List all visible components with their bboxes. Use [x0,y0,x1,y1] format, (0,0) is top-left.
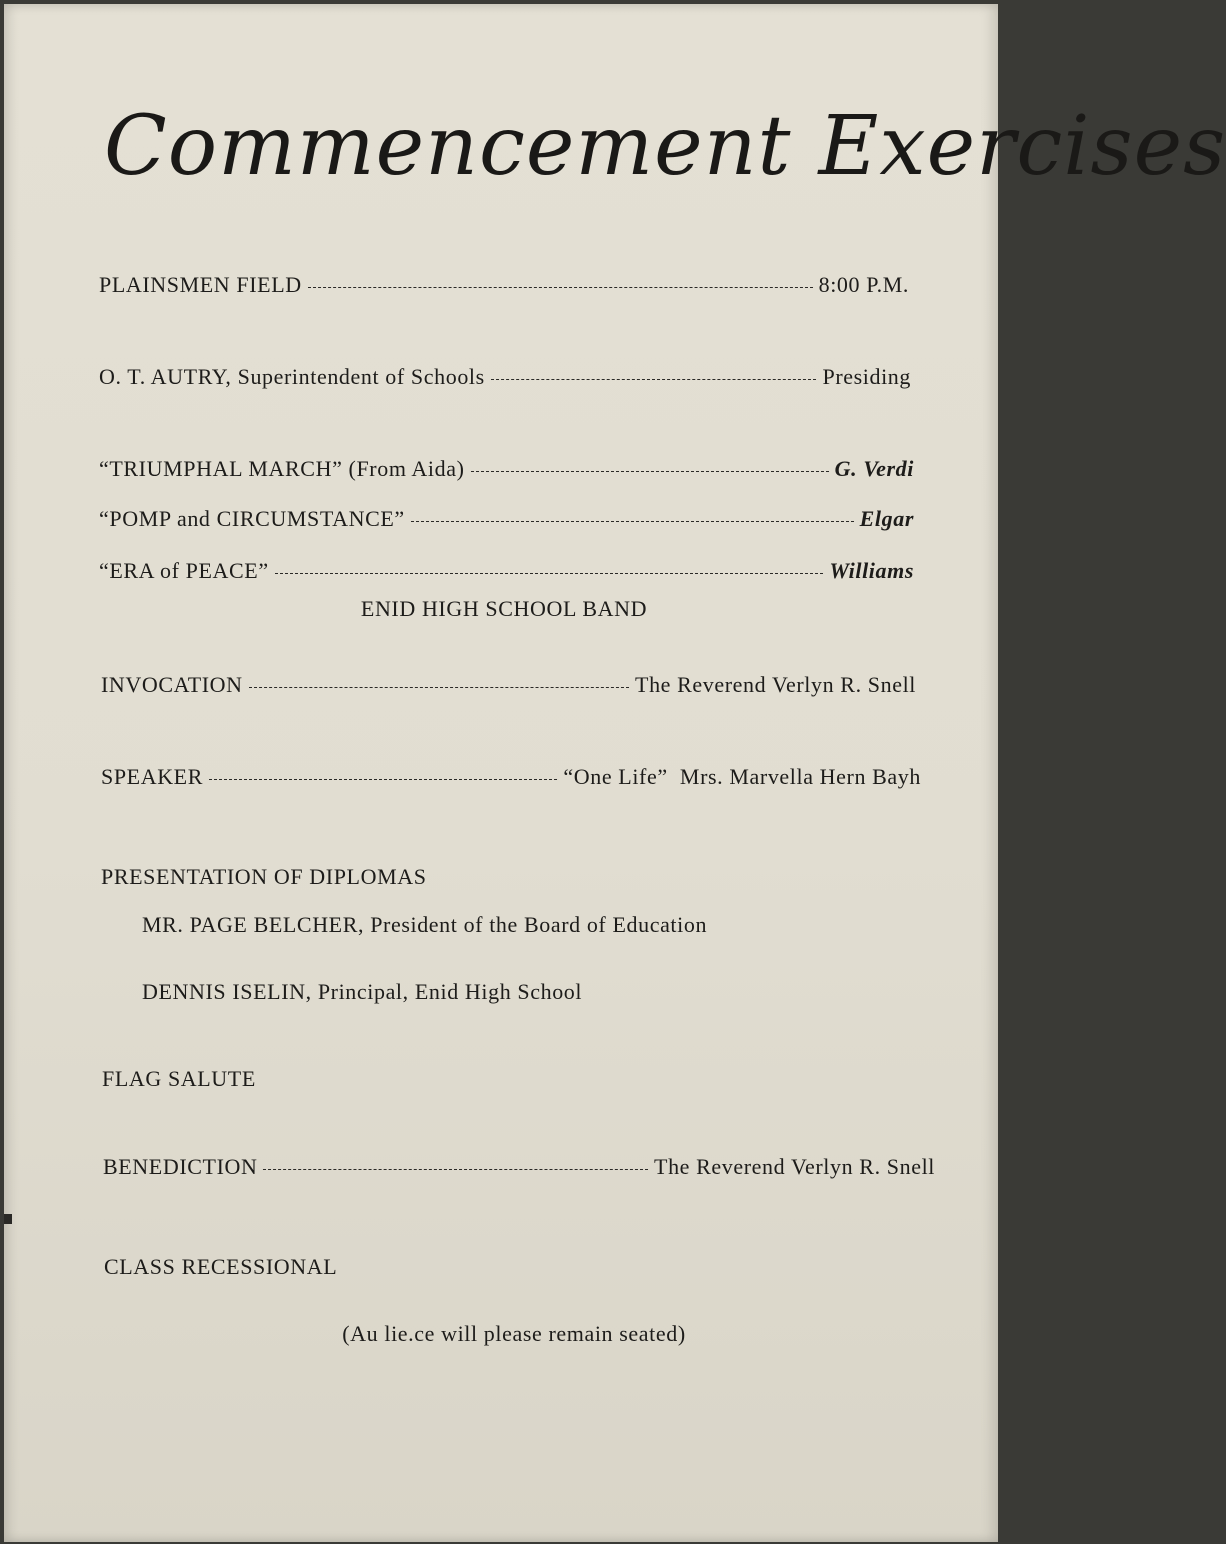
presiding-row [99,364,911,390]
speaker-value: “One Life” Mrs. Marvella Hern Bayh [563,764,921,789]
flag-salute: FLAG SALUTE [102,1066,256,1091]
speaker-label: SPEAKER [101,764,203,789]
leader-dots [209,778,557,780]
band-name: ENID HIGH SCHOOL BAND [360,596,648,621]
music-composer: Williams [829,558,914,583]
invocation-value: The Reverend Verlyn R. Snell [635,672,916,697]
invocation-label: INVOCATION [101,672,243,697]
speaker-row [101,764,921,790]
invocation-row [101,672,916,698]
diplomas-heading: PRESENTATION OF DIPLOMAS [101,864,427,889]
benediction-label: BENEDICTION [103,1154,258,1179]
music-row [99,456,914,482]
music-row [99,558,914,584]
leader-dots [249,686,629,688]
leader-dots [308,286,813,288]
location-label: PLAINSMEN FIELD [99,272,302,297]
leader-dots [491,378,817,380]
audience-note: (Au lie.ce will please remain seated) [342,1321,686,1346]
location-time: 8:00 P.M. [818,272,909,297]
program-page [4,4,1226,1542]
music-title: “POMP and CIRCUMSTANCE” [99,506,405,531]
class-recessional: CLASS RECESSIONAL [104,1254,338,1279]
leader-dots [471,470,829,472]
benediction-row [103,1154,935,1180]
presiding-label: O. T. AUTRY, Superintendent of Schools [99,364,485,389]
diploma-presenter: DENNIS ISELIN, Principal, Enid High School [142,979,583,1004]
music-title: “ERA of PEACE” [99,558,269,583]
leader-dots [411,520,854,522]
music-composer: Elgar [859,506,914,531]
diploma-presenter: MR. PAGE BELCHER, President of the Board of Education [142,912,708,937]
benediction-value: The Reverend Verlyn R. Snell [654,1154,935,1179]
music-composer: G. Verdi [834,456,914,481]
leader-dots [263,1168,648,1170]
binding-mark [4,1214,12,1224]
location-row [99,272,909,298]
leader-dots [275,572,824,574]
music-row [99,506,914,532]
presiding-value: Presiding [822,364,911,389]
program-title: Commencement Exercises [104,99,1226,194]
music-title: “TRIUMPHAL MARCH” (From Aida) [99,456,465,481]
